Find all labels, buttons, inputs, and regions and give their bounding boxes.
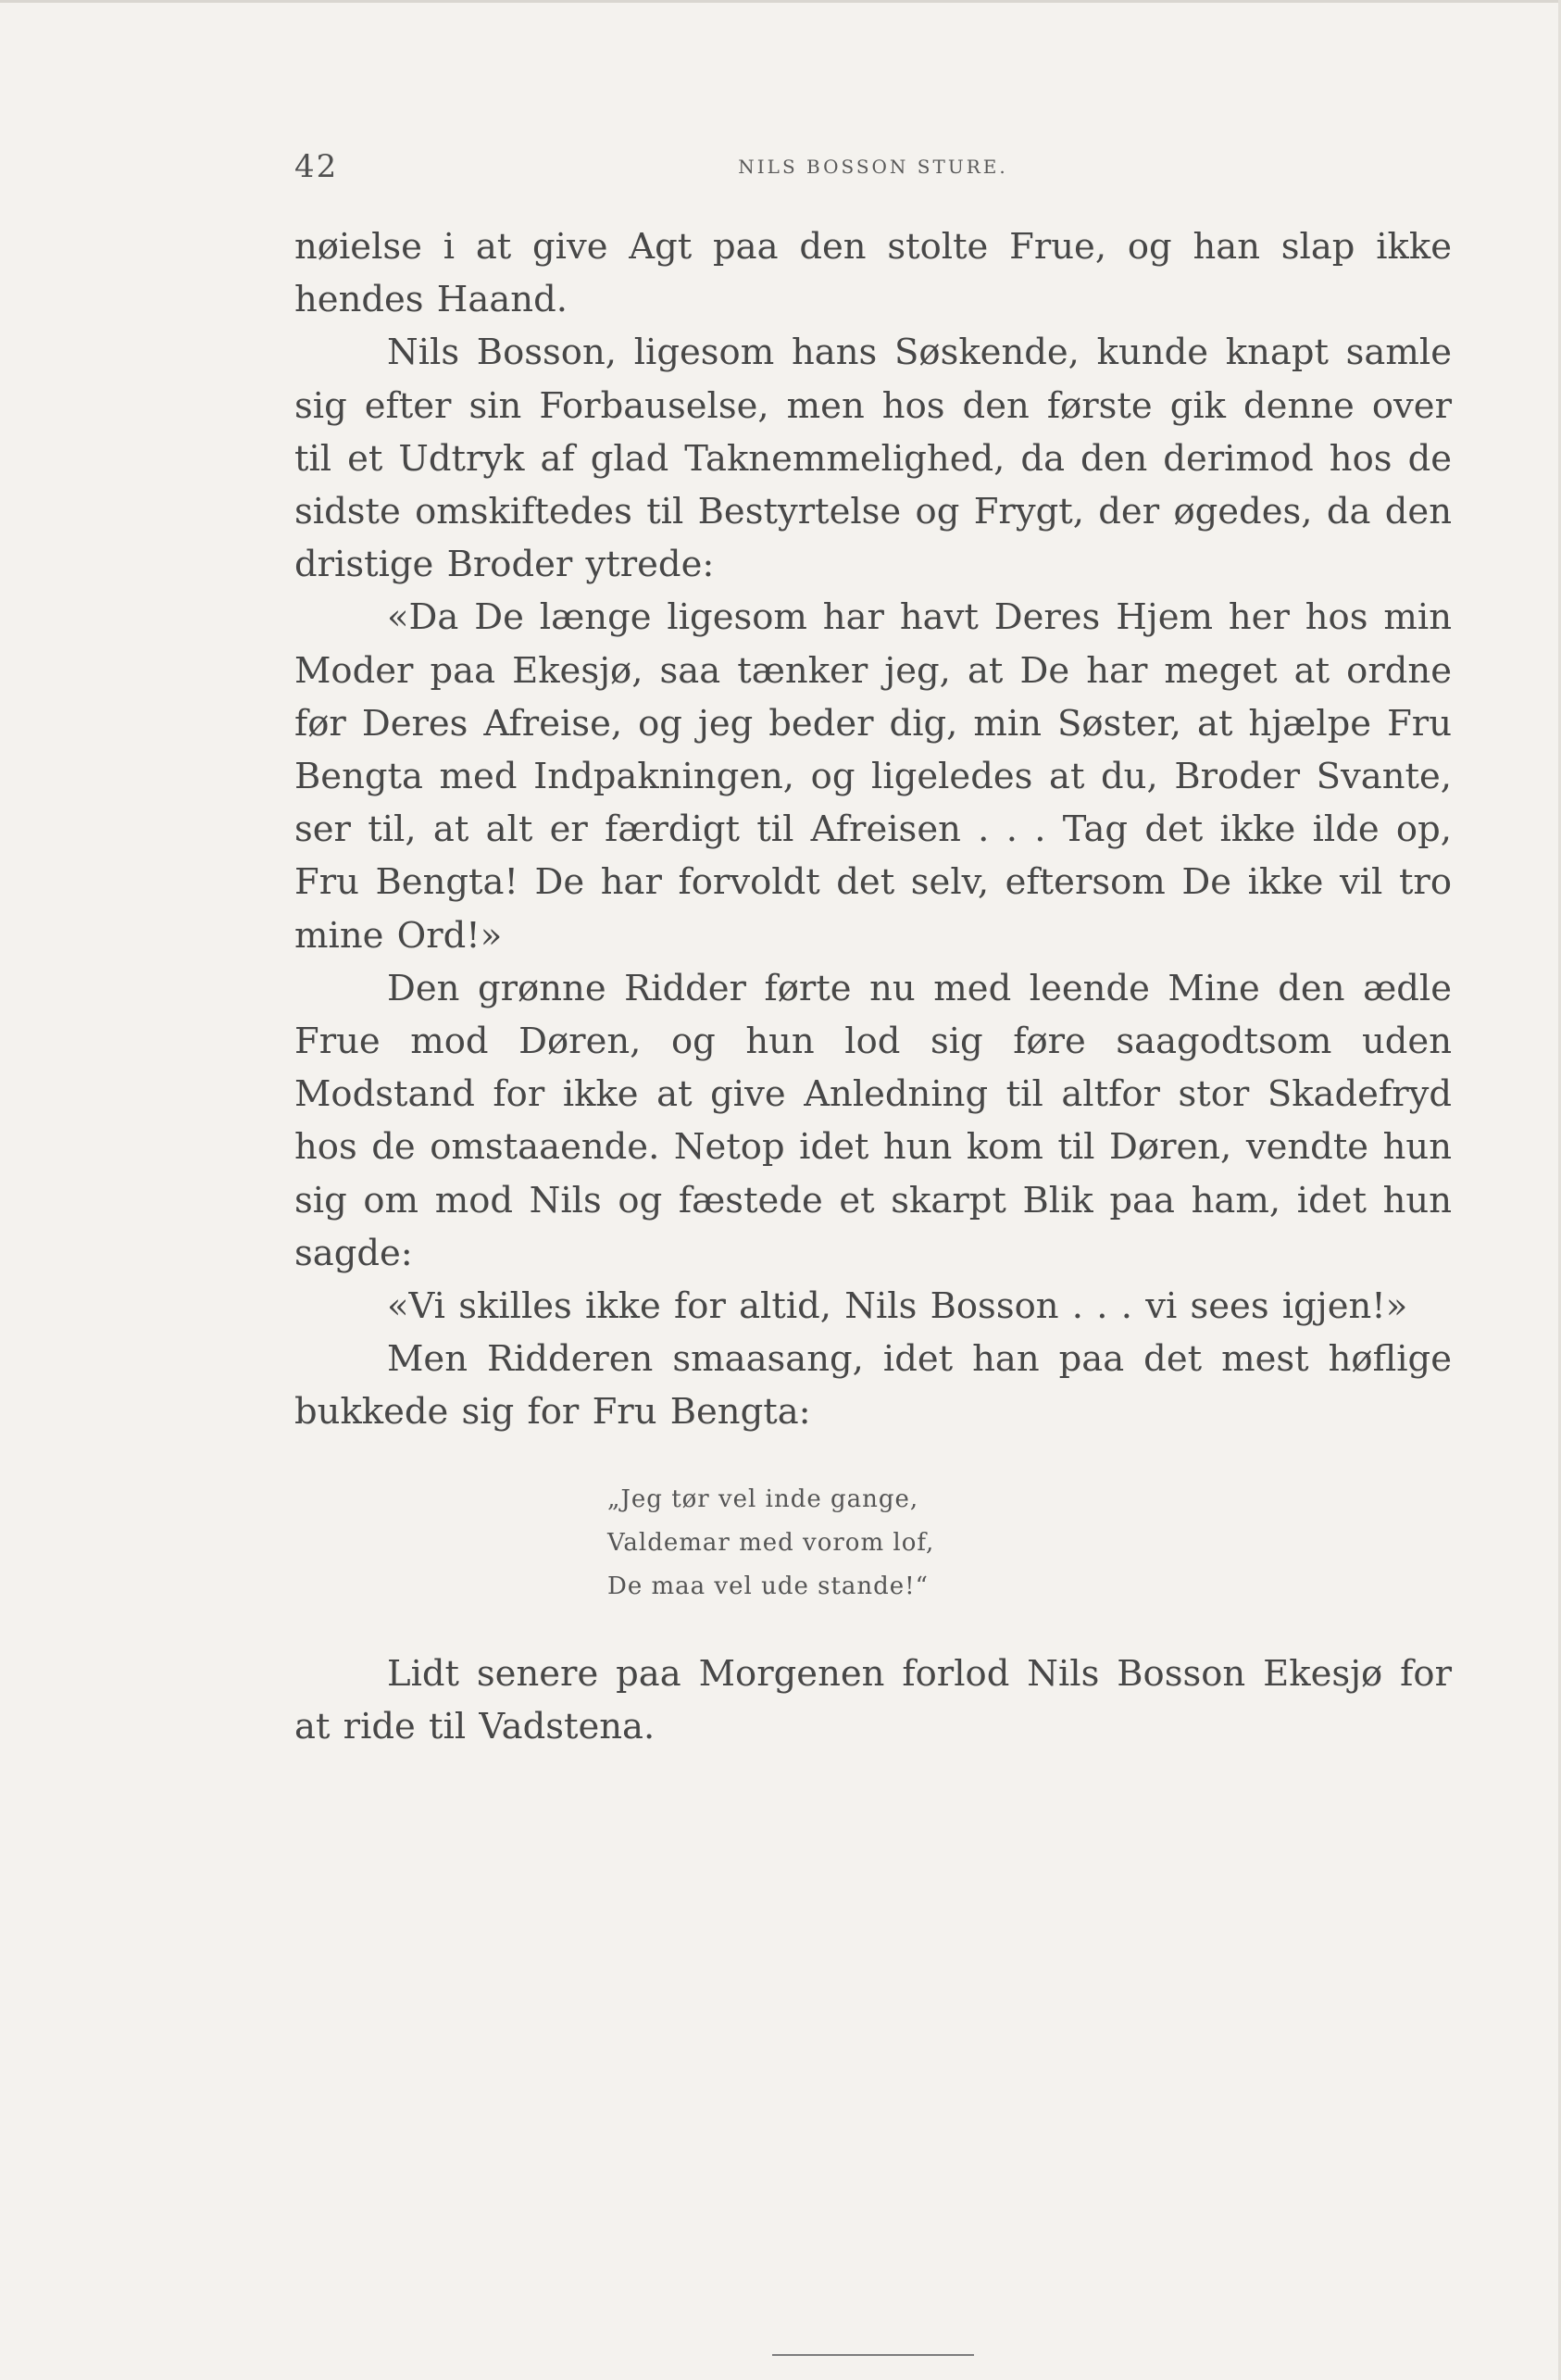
verse-line: Valdemar med vorom lof, [607,1528,935,1557]
paragraph-closing: Lidt senere paa Morgenen forlod Nils Bosson Ekesjø for at ride til Vadstena. [294,1652,1452,1747]
paragraph: Nils Bosson, ligesom hans Søskende, kunde knapt samle sig efter sin Forbauselse, men hos den første gik denne over til et Udtryk af glad Taknemmelighed, da den derimod hos de sidste omskiftedes til Bestyrtelse og Frygt, der øgedes, da den dristige Broder ytrede: [294,332,1452,586]
paragraph-dialogue: «Vi skilles ikke for altid, Nils Bosson . . . vi sees igjen!» [387,1285,1408,1328]
running-head: NILS BOSSON STURE. [738,156,1008,178]
body-text [294,220,1452,1753]
verse-line: De maa vel ude stande!“ [607,1572,929,1600]
verse-line: „Jeg tør vel inde gange, [607,1484,919,1513]
chapter-end-rule [772,2354,974,2356]
paragraph-continuation: nøielse i at give Agt paa den stolte Frue, og han slap ikke hendes Haand. [294,226,1452,321]
page-number: 42 [294,148,339,185]
page-top-edge [0,0,1561,3]
verse-quote [607,1478,1452,1609]
page-header [294,148,1452,185]
paragraph: Men Ridderen smaasang, idet han paa det mest høflige bukkede sig for Fru Bengta: [294,1338,1452,1434]
paragraph-dialogue: «Da De længe ligesom har havt Deres Hjem her hos min Moder paa Ekesjø, saa tænker jeg, at De har meget at ordne før Deres Afreise, og jeg beder dig, min Søster, at hjælpe Fru Bengta med Indpakningen, og ligeledes at du, Broder Svante, ser til, at alt er færdigt til Afreisen . . . Tag det ikke ilde op, Fru Bengta! De har forvoldt det selv, eftersom De ikke vil tro mine Ord!» [294,596,1452,957]
paragraph: Den grønne Ridder førte nu med leende Mine den ædle Frue mod Døren, og hun lod sig føre saagodtsom uden Modstand for ikke at give Anledning til altfor stor Skadefryd hos de omstaaende. Netop idet hun kom til Døren, vendte hun sig om mod Nils og fæstede et skarpt Blik paa ham, idet hun sagde: [294,967,1452,1274]
